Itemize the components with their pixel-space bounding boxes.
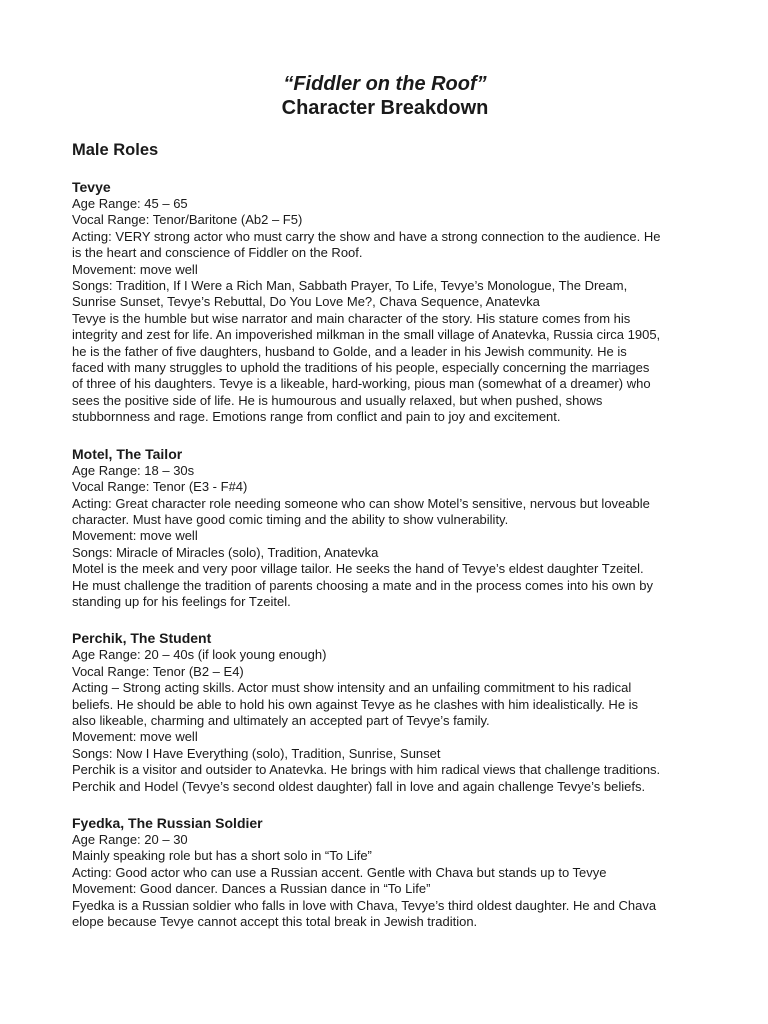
role-detail-line: Movement: move well [72,261,198,277]
role-detail-line: Mainly speaking role but has a short solo in “To Life” [72,848,372,864]
role-detail-line: Perchik is a visitor and outsider to Anatevka. He brings with him radical views that challenge traditions. [72,762,661,778]
role-detail-line: Acting – Strong acting skills. Actor must show intensity and an unfailing commitment to his radical [72,680,632,696]
role-detail-line: of three of his daughters. Tevye is a likeable, hard-working, pious man (somewhat of a dreamer) who [72,376,651,392]
document-page [72,0,702,930]
role-detail-line: sees the positive side of life. He is humourous and usually relaxed, but when pushed, shows [72,392,603,408]
role-detail-line: Songs: Now I Have Everything (solo), Tradition, Sunrise, Sunset [72,745,441,761]
role-detail-line: Vocal Range: Tenor (B2 – E4) [72,663,244,679]
role-detail-line: Perchik and Hodel (Tevye’s second oldest daughter) fall in love and again challenge Tevye’s beliefs. [72,778,646,794]
role-name: Motel, The Tailor [72,445,183,462]
role-section [72,446,702,611]
document-title: “Fiddler on the Roof” [283,73,487,95]
role-name: Tevye [72,179,111,195]
role-detail-line: faced with many struggles to uphold the traditions of his people, especially concerning the marriages [72,360,650,376]
role-detail-line: he is the father of five daughters, husband to Golde, and a leader in his Jewish community. He is [72,343,627,359]
role-detail-line: Movement: move well [72,528,198,544]
role-detail-line: Acting: VERY strong actor who must carry the show and have a strong connection to the audience. He [72,228,661,244]
title-block [70,72,700,120]
role-detail-line: Age Range: 18 – 30s [72,462,195,478]
document-subtitle: Character Breakdown [281,97,489,119]
role-detail-line: Fyedka is a Russian soldier who falls in love with Chava, Tevye’s third oldest daughter. He and Chava [72,897,657,913]
role-detail-line: Songs: Tradition, If I Were a Rich Man, Sabbath Prayer, To Life, Tevye’s Monologue, The Dream, [72,278,628,294]
role-detail-line: Vocal Range: Tenor (E3 - F#4) [72,479,248,495]
role-detail-line: Acting: Great character role needing someone who can show Motel’s sensitive, nervous but loveable [72,495,650,511]
role-detail-line: stubbornness and rage. Emotions range from conflict and pain to joy and excitement. [72,409,561,425]
role-detail-line: Movement: Good dancer. Dances a Russian dance in “To Life” [72,881,431,897]
role-detail-line: Age Range: 20 – 40s (if look young enough) [72,647,327,663]
role-detail-line: integrity and zest for life. An impoverished milkman in the small village of Anatevka, Russia circa 1905, [72,327,661,343]
role-detail-line: Tevye is the humble but wise narrator and main character of the story. His stature comes from his [72,310,631,326]
role-detail-line: beliefs. He should be able to hold his own against Tevye as he clashes with him idealistically. He is [72,696,639,712]
role-section [72,815,702,930]
role-detail-line: elope because Tevye cannot accept this total break in Jewish tradition. [72,914,478,930]
role-section [72,630,702,795]
role-detail-line: Acting: Good actor who can use a Russian accent. Gentle with Chava but stands up to Tevye [72,864,607,880]
role-detail-line: Age Range: 20 – 30 [72,832,188,847]
role-detail-line: is the heart and conscience of Fiddler on the Roof. [72,245,363,261]
role-name: Perchik, The Student [72,630,212,647]
section-heading: Male Roles [72,141,159,159]
role-detail-line: Vocal Range: Tenor/Baritone (Ab2 – F5) [72,212,303,228]
role-detail-line: Motel is the meek and very poor village tailor. He seeks the hand of Tevye’s eldest daughter Tzeitel. [72,561,644,577]
role-detail-line: Age Range: 45 – 65 [72,196,188,211]
role-detail-line: Songs: Miracle of Miracles (solo), Tradition, Anatevka [72,544,379,560]
role-detail-line: Movement: move well [72,729,198,745]
role-section [72,179,702,426]
role-detail-line: standing up for his feelings for Tzeitel. [72,593,291,609]
role-name: Fyedka, The Russian Soldier [72,815,263,831]
role-detail-line: also likeable, charming and ultimately an accepted part of Tevye’s family. [72,712,490,728]
role-detail-line: He must challenge the tradition of parents choosing a mate and in the process comes into his own by [72,577,653,593]
role-detail-line: character. Must have good comic timing and the ability to show vulnerability. [72,511,509,527]
roles-list [72,179,702,930]
role-detail-line: Sunrise Sunset, Tevye’s Rebuttal, Do You Love Me?, Chava Sequence, Anatevka [72,294,540,310]
